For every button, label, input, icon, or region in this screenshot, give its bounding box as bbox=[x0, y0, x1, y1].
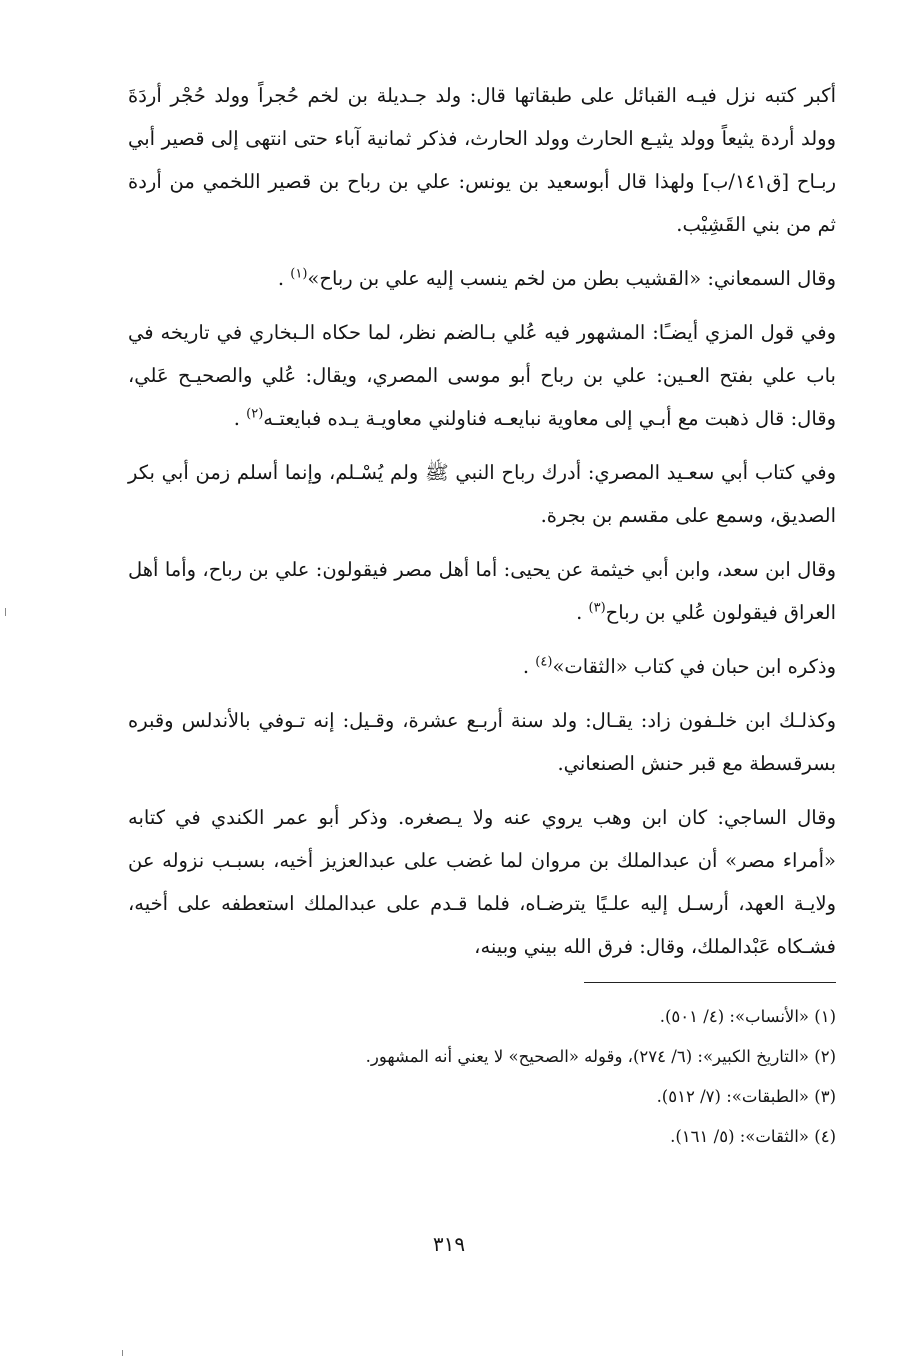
footnote-ref-2: (٢) bbox=[246, 406, 264, 422]
footnote-4: (٤) «الثقات»: (٥/ ١٦١). bbox=[670, 1127, 836, 1146]
scan-speck bbox=[122, 1350, 123, 1356]
footnote-1: (١) «الأنساب»: (٤/ ٥٠١). bbox=[659, 1007, 836, 1026]
paragraph-8: وقال الساجي: كان ابن وهب يروي عنه ولا يـصغره. وذكر أبو عمر الكندي في كتابه «أمراء مصر» أن عبدالملك بن مروان لما غضب على عبدالعزيز أخيه، بسبـب نزوله عن ولايـة العهد، أرسـل إليه علـيًا يترضـاه، فلما قـدم على عبدالملك استعطفه على أخيه، فشـكاه عَبْدالملك، وقال: فرق الله بيني وبينه، bbox=[128, 806, 836, 958]
footnote-2: (٢) «التاريخ الكبير»: (٦/ ٢٧٤)، وقوله «الصحيح» لا يعني أنه المشهور. bbox=[365, 1047, 836, 1066]
footnote-ref-4: (٤) bbox=[535, 654, 553, 670]
paragraph-3: وفي قول المزي أيضـًا: المشهور فيه عُلي بـالضم نظر، لما حكاه الـبخاري في تاريخه في باب علي بفتح العـين: علي بن رباح أبو موسى المصري، ويقال: عُلي والصحيـح عَلي، وقال: قال ذهبت مع أبـي إلى معاوية نبايعـه فناولني معاويـة يـده فبايعتـه$^{(٢)}$ . bbox=[128, 321, 836, 430]
footnote-ref-3: (٣) bbox=[588, 600, 606, 616]
paragraph-2: وقال السمعاني: «القشيب بطن من لخم ينسب إليه علي بن رباح»$^{(١)}$ . bbox=[277, 266, 836, 290]
footnote-3: (٣) «الطبقات»: (٧/ ٥١٢). bbox=[656, 1087, 836, 1106]
paragraph-7: وكذلـك ابن خلـفون زاد: يقـال: ولد سنة أربـع عشرة، وقـيل: إنه تـوفي بالأندلس وقبره بسرقسطة مع قبر حنش الصنعاني. bbox=[128, 709, 836, 775]
paragraph-5: وقال ابن سعد، وابن أبي خيثمة عن يحيى: أما أهل مصر فيقولون: علي بن رباح، وأما أهل العراق فيقولون عُلي بن رباح$^{(٣)}$ . bbox=[128, 558, 836, 624]
footnote-divider bbox=[584, 982, 836, 983]
paragraph-4: وفي كتاب أبي سعـيد المصري: أدرك رباح النبي ﷺ ولم يُسْـلم، وإنما أسلم زمن أبي بكر الصديق، وسمع على مقسم بن بجرة. bbox=[128, 461, 836, 527]
scan-speck bbox=[5, 608, 6, 616]
body-text bbox=[128, 74, 836, 968]
paragraph-1: أكبر كتبه نزل فيـه القبائل على طبقاتها قال: ولد جـديلة بن لخم حُجراً وولد حُجْر أردَةَ وولد أردة يثيعاً وولد يثيـع الحارث وولد الحارث، فذكر ثمانية آباء حتى انتهى إلى قصير أبي ربـاح [ق١٤١/ب] ولهذا قال أبوسعيد بن يونس: علي بن رباح بن قصير اللخمي من أردة ثم من بني القَشِيْب. bbox=[128, 84, 836, 236]
paragraph-6: وذكره ابن حبان في كتاب «الثقات»$^{(٤)}$ . bbox=[522, 654, 836, 678]
page-number: ٣١٩ bbox=[432, 1232, 466, 1256]
footnotes bbox=[128, 997, 836, 1157]
footnote-ref-1: (١) bbox=[290, 266, 308, 282]
